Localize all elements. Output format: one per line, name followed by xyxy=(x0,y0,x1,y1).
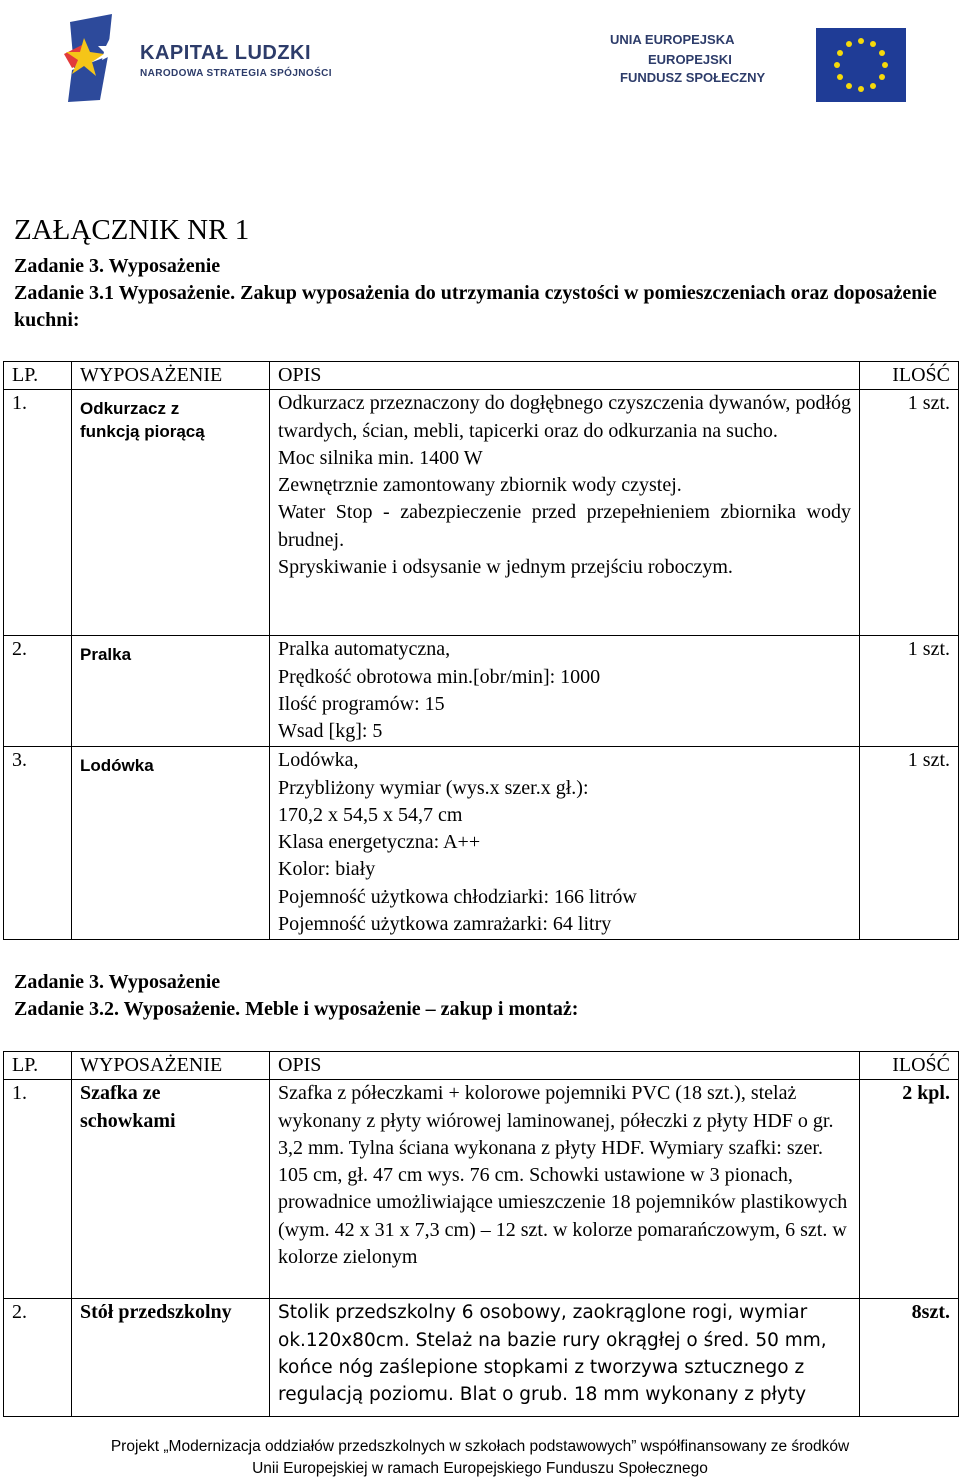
desc-line: Odkurzacz przeznaczony do dogłębnego czyszczenia dywanów, podłóg twardych, ścian, mebli, tapicerki oraz do odkurzania na sucho. xyxy=(278,392,851,442)
col-header-lp: LP. xyxy=(4,362,72,390)
desc-line: Wsad [kg]: 5 xyxy=(278,720,383,743)
desc-line: Moc silnika min. 1400 W xyxy=(278,446,483,469)
row-qty: 8szt. xyxy=(860,1299,959,1417)
ue-text-line2: EUROPEJSKI xyxy=(648,52,732,67)
table-row xyxy=(4,747,959,940)
table-row xyxy=(4,390,959,636)
row-qty: 1 szt. xyxy=(860,636,959,747)
desc-line: Zewnętrznie zamontowany zbiornik wody czystej. xyxy=(278,474,682,497)
header-logos xyxy=(0,0,960,120)
desc-line: Pralka automatyczna, xyxy=(278,638,451,661)
row-desc xyxy=(270,747,860,940)
eu-flag-icon xyxy=(816,28,906,102)
row-name: Stół przedszkolny xyxy=(72,1299,270,1417)
table-row xyxy=(4,1299,959,1417)
table-header-row xyxy=(4,362,959,390)
row-name: Szafka ze schowkami xyxy=(72,1080,270,1299)
row-name xyxy=(72,747,270,940)
col-header-ilosc: ILOŚĆ xyxy=(860,362,959,390)
desc-line: Kolor: biały xyxy=(278,858,376,881)
section1-heading: Zadanie 3. Wyposażenie xyxy=(14,255,221,277)
desc-line: Pojemność użytkowa zamrażarki: 64 litry xyxy=(278,913,612,936)
page-footer xyxy=(0,1436,960,1480)
kapital-ludzki-title: KAPITAŁ LUDZKI xyxy=(140,42,312,64)
row-name xyxy=(72,390,270,636)
col-header-lp: LP. xyxy=(4,1052,72,1080)
table-header-row xyxy=(4,1052,959,1080)
row-lp: 2. xyxy=(4,636,72,747)
desc-line: Pojemność użytkowa chłodziarki: 166 litrów xyxy=(278,885,637,908)
kapital-ludzki-logo xyxy=(60,12,360,104)
desc-line: Klasa energetyczna: A++ xyxy=(278,831,481,854)
row-lp: 3. xyxy=(4,747,72,940)
footer-line2: Unii Europejskiej w ramach Europejskiego Funduszu Społecznego xyxy=(252,1460,708,1477)
row-lp: 2. xyxy=(4,1299,72,1417)
section2-heading: Zadanie 3. Wyposażenie xyxy=(14,971,221,993)
row-desc: Stolik przedszkolny 6 osobowy, zaokrąglone rogi, wymiar ok.120x80cm. Stelaż na bazie rury okrągłej o śred. 50 mm, końce nóg zaślepione stopkami z tworzywa sztucznego z regulacją poziomu. Blat o grub. 18 mm wykonany z płyty xyxy=(270,1299,860,1417)
desc-line: Ilość programów: 15 xyxy=(278,692,445,715)
footer-line1: Projekt „Modernizacja oddziałów przedszkolnych w szkołach podstawowych” współfinansowany ze środków xyxy=(110,1438,850,1455)
col-header-wyposazenie: WYPOSAŻENIE xyxy=(72,362,270,390)
item-name: Odkurzacz z funkcją piorącą xyxy=(80,399,205,442)
row-name xyxy=(72,636,270,747)
desc-line: Przybliżony wymiar (wys.x szer.x gł.): xyxy=(278,776,589,799)
section2-subheading: Zadanie 3.2. Wyposażenie. Meble i wyposażenie – zakup i montaż: xyxy=(14,998,579,1020)
table-row xyxy=(4,636,959,747)
ue-efs-logo xyxy=(610,28,910,108)
row-desc xyxy=(270,390,860,636)
kapital-ludzki-emblem-icon xyxy=(60,12,140,104)
equipment-table-1 xyxy=(3,361,959,940)
desc-line: Spryskiwanie i odsysanie w jednym przejściu roboczym. xyxy=(278,556,733,579)
col-header-ilosc: ILOŚĆ xyxy=(860,1052,959,1080)
desc-line: 170,2 x 54,5 x 54,7 cm xyxy=(278,803,463,826)
row-qty: 2 kpl. xyxy=(860,1080,959,1299)
col-header-opis: OPIS xyxy=(270,1052,860,1080)
ue-text-line3: FUNDUSZ SPOŁECZNY xyxy=(620,70,766,85)
section1-subheading: Zadanie 3.1 Wyposażenie. Zakup wyposażenia do utrzymania czystości w pomieszczeniach oraz doposażenie kuchni: xyxy=(14,282,937,331)
item-name: Pralka xyxy=(80,645,132,665)
col-header-wyposazenie: WYPOSAŻENIE xyxy=(72,1052,270,1080)
desc-line: Prędkość obrotowa min.[obr/min]: 1000 xyxy=(278,665,601,688)
document-title: ZAŁĄCZNIK NR 1 xyxy=(14,214,250,246)
desc-line: Water Stop - zabezpieczenie przed przepełnieniem zbiornika wody brudnej. xyxy=(278,501,851,551)
equipment-table-2 xyxy=(3,1051,959,1417)
row-qty: 1 szt. xyxy=(860,747,959,940)
kapital-ludzki-subtitle: NARODOWA STRATEGIA SPÓJNOŚCI xyxy=(140,68,332,79)
col-header-opis: OPIS xyxy=(270,362,860,390)
row-desc: Szafka z półeczkami + kolorowe pojemniki PVC (18 szt.), stelaż wykonany z płyty wiórowej laminowanej, półeczki z płyty HDF o gr. 3,2 mm. Tylna ściana wykonana z płyty HDF. Wymiary szafki: szer. 105 cm, gł. 47 cm wys. 76 cm. Schowki ustawione w 3 pionach, prowadnice umożliwiające umieszczenie 18 pojemników plastikowych (wym. 42 x 31 x 7,3 cm) – 12 szt. w kolorze pomarańczowym, 6 szt. w kolorze zielonym xyxy=(270,1080,860,1299)
table-row xyxy=(4,1080,959,1299)
row-lp: 1. xyxy=(4,390,72,636)
row-qty: 1 szt. xyxy=(860,390,959,636)
row-lp: 1. xyxy=(4,1080,72,1299)
item-name: Lodówka xyxy=(80,756,154,776)
desc-line: Lodówka, xyxy=(278,749,359,772)
ue-text-line1: UNIA EUROPEJSKA xyxy=(610,32,735,47)
row-desc xyxy=(270,636,860,747)
